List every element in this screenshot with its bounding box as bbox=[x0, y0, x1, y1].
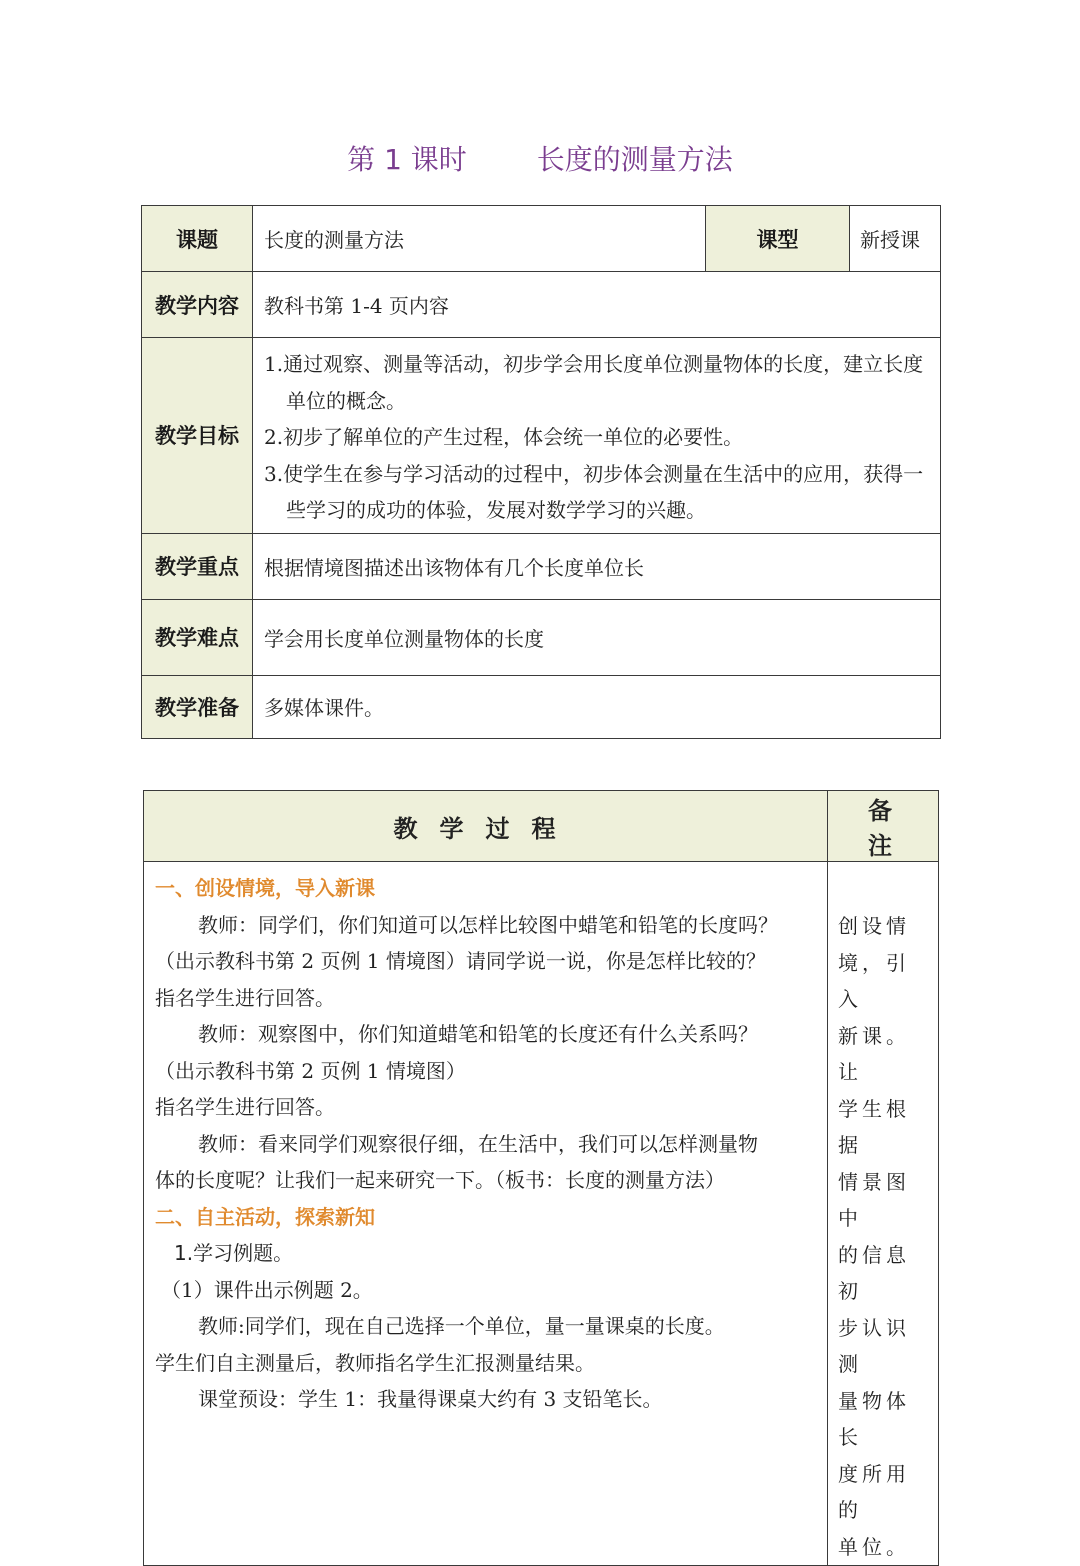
page-title bbox=[0, 138, 1080, 182]
note-line: 创设情 bbox=[838, 914, 910, 938]
note-line: 情景图中 bbox=[838, 1169, 910, 1230]
note-line: 量物体长 bbox=[838, 1388, 910, 1449]
process-line: 指名学生进行回答。 bbox=[155, 1095, 335, 1119]
row-subject bbox=[142, 206, 941, 272]
note-line: 境，引入 bbox=[838, 950, 910, 1011]
goals-list bbox=[253, 338, 941, 534]
teaching-process-table bbox=[143, 790, 939, 1566]
subject-label: 课题 bbox=[142, 206, 253, 272]
note-line: 度所用的 bbox=[838, 1461, 910, 1522]
difficulty-value: 学会用长度单位测量物体的长度 bbox=[253, 599, 941, 675]
notes-header: 备注 bbox=[828, 791, 939, 862]
note-line: 的信息初 bbox=[838, 1242, 910, 1303]
row-content bbox=[142, 272, 941, 338]
sub-heading: 1.学习例题。 bbox=[174, 1241, 294, 1265]
content-label: 教学内容 bbox=[142, 272, 253, 338]
subject-value: 长度的测量方法 bbox=[253, 206, 706, 272]
process-line: 教师：看来同学们观察很仔细，在生活中，我们可以怎样测量物 bbox=[198, 1131, 758, 1156]
goal-item: 3.使学生在参与学习活动的过程中，初步体会测量在生活中的应用，获得一些学习的成功的体验，发展对数学学习的兴趣。 bbox=[264, 461, 924, 522]
process-header-row bbox=[144, 791, 939, 862]
goal-item: 1.通过观察、测量等活动，初步学会用长度单位测量物体的长度，建立长度单位的概念。 bbox=[264, 352, 924, 413]
process-body-row bbox=[144, 862, 939, 1566]
process-line: （出示教科书第 2 页例 1 情境图） bbox=[155, 1058, 466, 1083]
note-line: 单位。 bbox=[838, 1534, 910, 1559]
process-line: 学生们自主测量后，教师指名学生汇报测量结果。 bbox=[155, 1350, 595, 1375]
key-value: 根据情境图描述出该物体有几个长度单位长 bbox=[253, 533, 941, 599]
lesson-topic: 长度的测量方法 bbox=[536, 143, 733, 176]
process-line: （出示教科书第 2 页例 1 情境图）请同学说一说，你是怎样比较的？ bbox=[155, 949, 766, 973]
type-label: 课型 bbox=[706, 206, 850, 272]
type-value: 新授课 bbox=[850, 206, 941, 272]
row-preparation bbox=[142, 675, 941, 738]
section-heading: 一、创设情境，导入新课 bbox=[155, 876, 375, 900]
lesson-number: 第 1 课时 bbox=[347, 143, 467, 176]
row-goals bbox=[142, 338, 941, 534]
lesson-info-table bbox=[141, 205, 941, 739]
row-difficulty bbox=[142, 599, 941, 675]
process-line: （1）课件出示例题 2。 bbox=[161, 1277, 373, 1302]
process-line: 教师：观察图中，你们知道蜡笔和铅笔的长度还有什么关系吗？ bbox=[198, 1022, 758, 1046]
note-line: 新课。让 bbox=[838, 1023, 910, 1084]
prep-label: 教学准备 bbox=[142, 675, 253, 738]
process-line: 指名学生进行回答。 bbox=[155, 985, 335, 1010]
row-key-point bbox=[142, 533, 941, 599]
difficulty-label: 教学难点 bbox=[142, 599, 253, 675]
process-header: 教学过程 bbox=[144, 791, 828, 862]
process-line: 体的长度呢？让我们一起来研究一下。（板书：长度的测量方法） bbox=[155, 1168, 725, 1192]
process-line: 教师：同学们，你们知道可以怎样比较图中蜡笔和铅笔的长度吗？ bbox=[198, 912, 778, 937]
goal-item: 2.初步了解单位的产生过程，体会统一单位的必要性。 bbox=[264, 425, 744, 449]
process-line: 教师:同学们，现在自己选择一个单位，量一量课桌的长度。 bbox=[198, 1314, 725, 1338]
section-heading: 二、自主活动，探索新知 bbox=[155, 1204, 375, 1229]
process-line: 课堂预设：学生 1：我量得课桌大约有 3 支铅笔长。 bbox=[198, 1387, 663, 1411]
key-label: 教学重点 bbox=[142, 533, 253, 599]
content-value: 教科书第 1-4 页内容 bbox=[253, 272, 941, 338]
note-line: 学生根据 bbox=[838, 1096, 910, 1157]
prep-value: 多媒体课件。 bbox=[253, 675, 941, 738]
notes-content bbox=[828, 862, 939, 1566]
note-line: 步认识测 bbox=[838, 1315, 910, 1376]
process-content bbox=[144, 862, 828, 1566]
goals-label: 教学目标 bbox=[142, 338, 253, 534]
